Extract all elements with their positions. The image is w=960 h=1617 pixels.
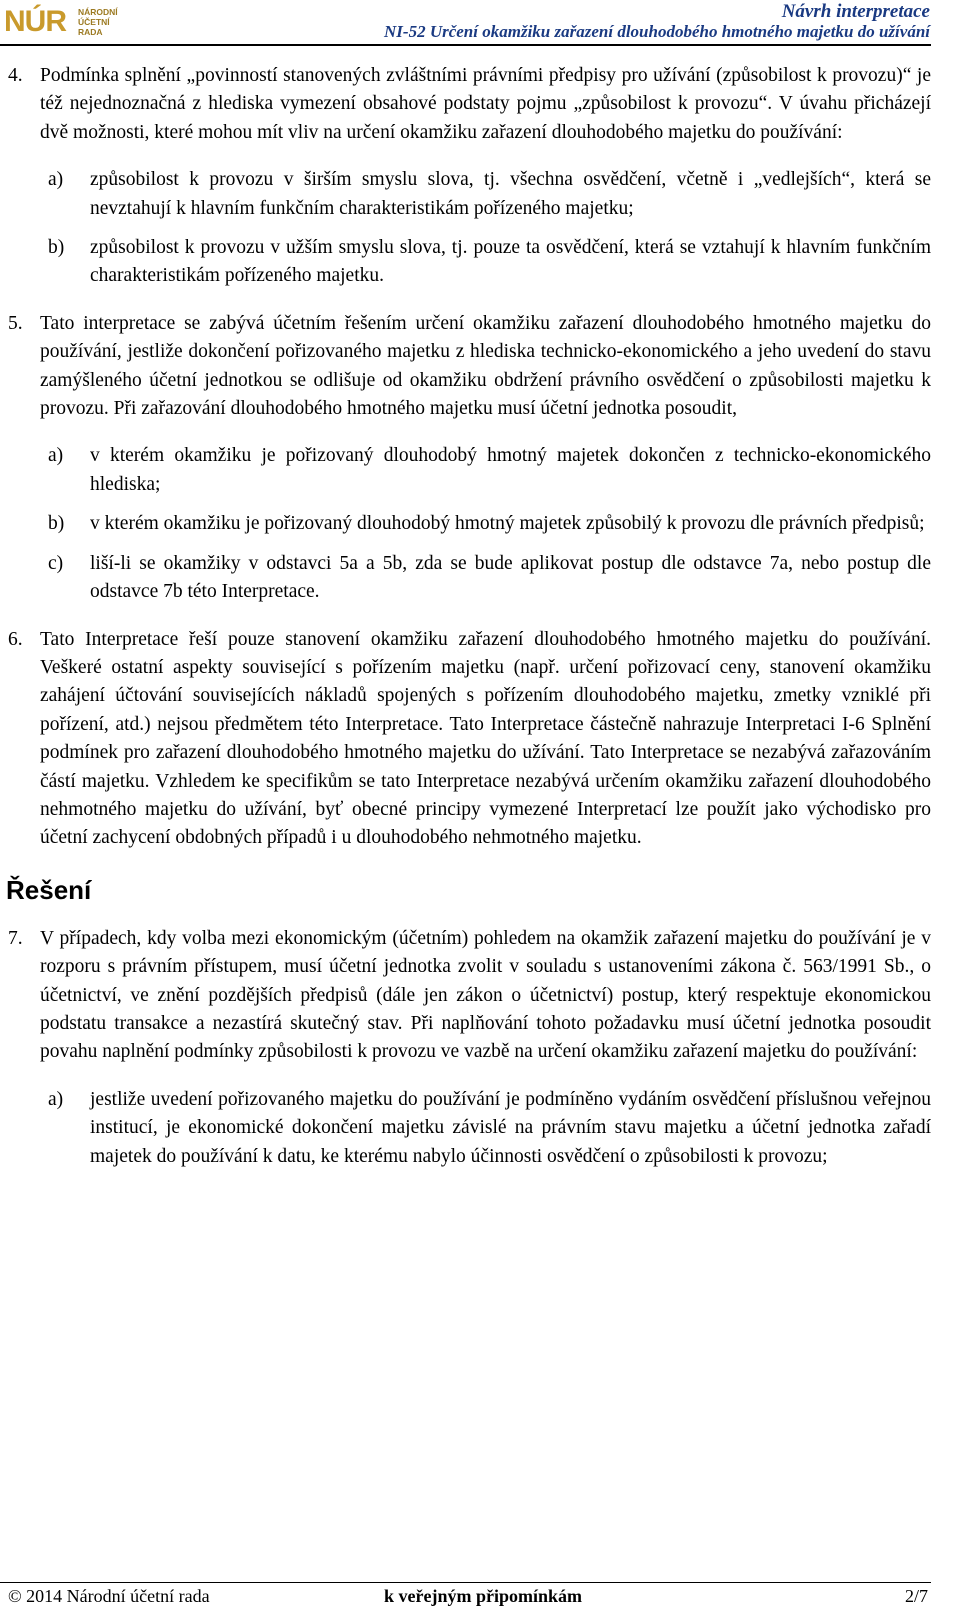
list-text: v kterém okamžiku je pořizovaný dlouhodobý hmotný majetek dokončen z technicko-ekonomického hlediska;: [90, 445, 931, 495]
page-number: 2/7: [904, 1586, 928, 1606]
list-text: jestliže uvedení pořizovaného majetku do používání je podmíněno vydáním osvědčení příslušnou veřejnou institucí, je ekonomické dokončení majetku závislé na právním stavu majetku a účetní jednotka zařadí majetek do používání k datu, ke kterému nabylo účinnosti osvědčení o způsobilosti k provozu;: [90, 1088, 931, 1167]
list-item-4b: [41, 234, 931, 291]
footer-copyright: © 2014 Národní účetní rada: [8, 1586, 210, 1606]
list-label: b): [48, 513, 65, 535]
page-footer: [8, 1586, 928, 1610]
list-text: liší-li se okamžiky v odstavci 5a a 5b, zda se bude aplikovat postup dle odstavce 7a, nebo postup dle odstavce 7b této Interpretace.: [90, 552, 931, 603]
paragraph-6: [0, 626, 931, 853]
page-header: [0, 0, 960, 46]
logo-wordmark: NÚR: [4, 5, 66, 38]
list-text: v kterém okamžiku je pořizovaný dlouhodobý hmotný majetek způsobilý k provozu dle právních předpisů;: [90, 513, 925, 535]
page-body: [0, 62, 931, 1171]
logo-line-1: NÁRODNÍ: [78, 7, 118, 17]
document-status: Návrh interpretace: [781, 1, 930, 22]
paragraph-5: [0, 310, 931, 424]
list-text: způsobilost k provozu v užším smyslu slova, tj. pouze ta osvědčení, která se vztahují k hlavním funkčním charakteristikám pořízeného majetku.: [90, 237, 931, 287]
paragraph-number: 6.: [8, 628, 23, 650]
list-label: a): [48, 169, 64, 191]
list-label: b): [48, 237, 65, 259]
section-heading: Řešení: [6, 874, 92, 905]
list-label: a): [48, 445, 64, 467]
document-title: NI-52 Určení okamžiku zařazení dlouhodobého hmotného majetku do užívání: [384, 22, 930, 41]
header-divider: [0, 44, 931, 46]
paragraph-number: 7.: [8, 927, 23, 949]
list-item-5c: [41, 550, 931, 607]
list-label: c): [48, 552, 64, 574]
paragraph-4: [0, 62, 931, 147]
logo-line-3: RADA: [78, 27, 103, 37]
logo-subtitle: [78, 7, 118, 37]
list-text: způsobilost k provozu v širším smyslu slova, tj. všechna osvědčení, včetně i „vedlejších“, která se nevztahují k hlavním funkčním charakteristikám pořízeného majetku;: [90, 169, 931, 219]
paragraph-text: Tato Interpretace řeší pouze stanovení okamžiku zařazení dlouhodobého hmotného majetku do používání. Veškeré ostatní aspekty související s pořízením majetku (např. určení pořizovací ceny, stanovení okamžiku zahájení účtování souvisejících nákladů spojených s pořízením dlouhodobého majetku, zmetky vzniklé při pořízení, atd.) nejsou předmětem této Interpretace. Tato Interpretace částečně nahrazuje Interpretaci I-6 Splnění podmínek pro zařazení dlouhodobého hmotného majetku do užívání. Tato Interpretace se nezabývá zařazováním částí majetku. Vzhledem ke specifikům se tato Interpretace nezabývá určením okamžiku zařazení dlouhodobého nehmotného majetku do užívání, byť obecné principy vymezené Interpretací lze použít jako východisko pro účetní zachycení obdobných případů i u dlouhodobého nehmotného majetku.: [40, 628, 931, 849]
paragraph-text: Tato interpretace se zabývá účetním řešením určení okamžiku zařazení dlouhodobého hmotného majetku do používání, jestliže dokončení pořizovaného majetku z hlediska technicko-ekonomického a jeho uvedení do stavu zamýšleného účetní jednotkou se odlišuje od okamžiku obdržení právního osvědčení o způsobilosti majetku k provozu. Při zařazování dlouhodobého hmotného majetku musí účetní jednotka posoudit,: [40, 312, 931, 420]
list-item-7a: [41, 1086, 931, 1171]
list-item-5a: [41, 442, 931, 499]
nur-logo: [4, 4, 136, 40]
paragraph-7: [0, 925, 931, 1067]
logo-line-2: ÚČETNÍ: [78, 17, 110, 27]
list-item-4a: [41, 166, 931, 223]
paragraph-text: V případech, kdy volba mezi ekonomickým (účetním) pohledem na okamžik zařazení majetku do používání je v rozporu s právním přístupem, musí účetní jednotka zvolit v souladu s ustanoveními zákona č. 563/1991 Sb., o účetnictví, ve znění pozdějších předpisů (dále jen zákon o účetnictví) postup, který respektuje ekonomickou podstatu transakce a nezastírá skutečný stav. Při naplňování tohoto požadavku musí účetní jednotka posoudit povahu naplnění podmínky způsobilosti k provozu ve vazbě na určení okamžiku zařazení majetku do používání:: [40, 927, 931, 1063]
paragraph-number: 5.: [8, 312, 23, 334]
paragraph-number: 4.: [8, 65, 23, 86]
list-label: a): [48, 1088, 64, 1110]
paragraph-text: Podmínka splnění „povinností stanovených zvláštními právními předpisy pro užívání (způsobilost k provozu)“ je též nejednoznačná z hlediska vymezení obsahové podstaty pojmu „způsobilost k provozu“. V úvahu přicházejí dvě možnosti, které mohou mít vliv na určení okamžiku zařazení dlouhodobého majetku do používání:: [40, 65, 931, 143]
footer-divider: [0, 1582, 931, 1583]
list-item-5b: [41, 510, 931, 538]
footer-status: k veřejným připomínkám: [384, 1586, 582, 1606]
